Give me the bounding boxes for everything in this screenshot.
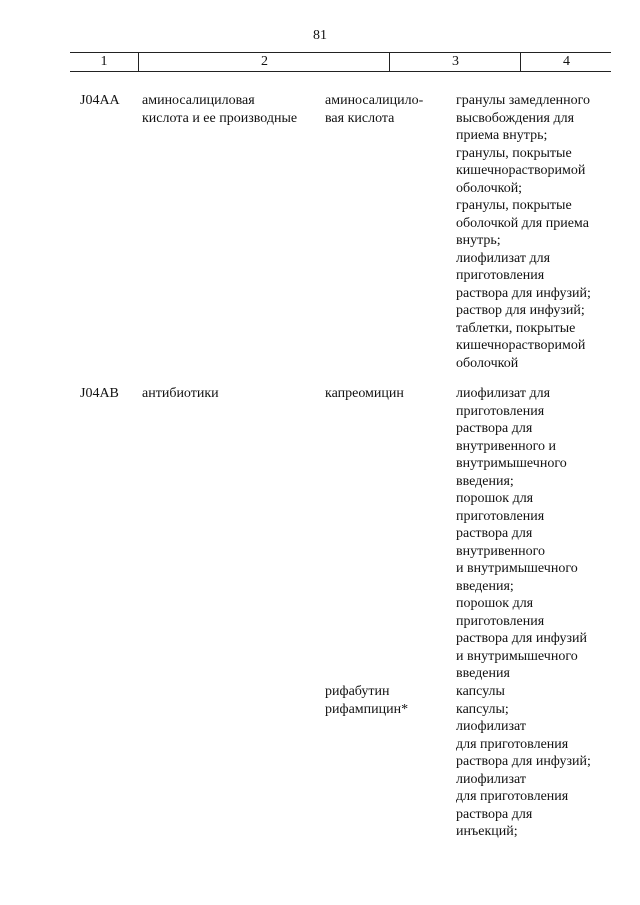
drug-name: аминосалицило- вая кислота [325,93,424,126]
dosage-forms: капсулы капсулы; лиофилизат для приготовления раствора для инфузий; лиофилизат для приготовления раствора для инъекций; [456,684,591,839]
header-col-1: 1 [100,54,108,69]
page-number: 81 [313,28,327,43]
dosage-forms: гранулы замедленного высвобождения для приема внутрь; гранулы, покрытые кишечнорастворимой оболочкой; гранулы, покрытые оболочкой для приема внутрь; лиофилизат для приготовления раствора для инфузий; раствор для инфузий; таблетки, покрытые кишечнорастворимой оболочкой [456,93,591,371]
pharmacological-group: антибиотики [142,386,219,401]
atc-code: J04AB [80,386,119,401]
header-col-4: 4 [520,53,612,71]
header-col-3: 3 [389,53,521,71]
drug-name: рифабутин рифампицин* [325,684,409,717]
pharmacological-group: аминосалициловая кислота и ее производные [142,93,298,126]
header-col-2: 2 [138,53,390,71]
drug-name: капреомицин [325,386,404,401]
atc-code: J04AA [80,93,120,108]
table-header-row [70,52,611,72]
dosage-forms: лиофилизат для приготовления раствора для внутривенного и внутримышечного введения; порошок для приготовления раствора для внутривенного и внутримышечного введения; порошок для приготовления раствора для инфузий и внутримышечного введения [456,386,588,681]
